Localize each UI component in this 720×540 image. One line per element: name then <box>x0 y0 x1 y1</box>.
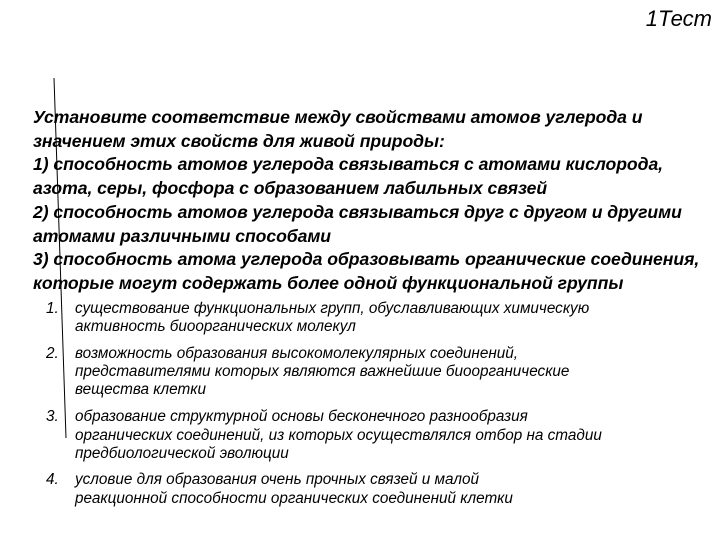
answer-text: возможность образования высокомолекулярных соединений, представителями которых являются важнейшие биоорганические вещества клетки <box>75 344 570 399</box>
property-1: 1) способность атомов углерода связываться с атомами кислорода, азота, серы, фосфора с образованием лабильных связей <box>33 154 664 199</box>
question-block <box>33 106 717 296</box>
answer-text: образование структурной основы бесконечного разнообразия органических соединений, из которых осуществлялся отбор на стадии предбиологической эволюции <box>75 408 602 463</box>
answer-item <box>46 345 706 400</box>
property-2: 2) способность атомов углерода связываться друг с другом и другими атомами различными способами <box>33 201 682 246</box>
answer-text: условие для образования очень прочных связей и малой реакционной способности органических соединений клетки <box>75 471 513 507</box>
answer-number: 1. <box>46 300 59 317</box>
question-intro: Установите соответствие между свойствами атомов углерода и значением этих свойств для живой природы: <box>33 107 643 151</box>
answer-text: существование функциональных групп, обуславливающих химическую активность биоорганических молекул <box>75 300 590 336</box>
answer-number: 2. <box>46 344 59 362</box>
answer-number: 3. <box>46 408 59 426</box>
answer-item <box>46 408 706 463</box>
property-3: 3) способность атома углерода образовывать органические соединения, которые могут содержать более одной функциональной группы <box>33 249 700 293</box>
answer-item <box>46 300 706 337</box>
slide-title: 1Тест <box>645 6 712 31</box>
answer-number: 4. <box>46 471 59 489</box>
answer-list <box>46 300 706 508</box>
answer-item <box>46 471 706 508</box>
